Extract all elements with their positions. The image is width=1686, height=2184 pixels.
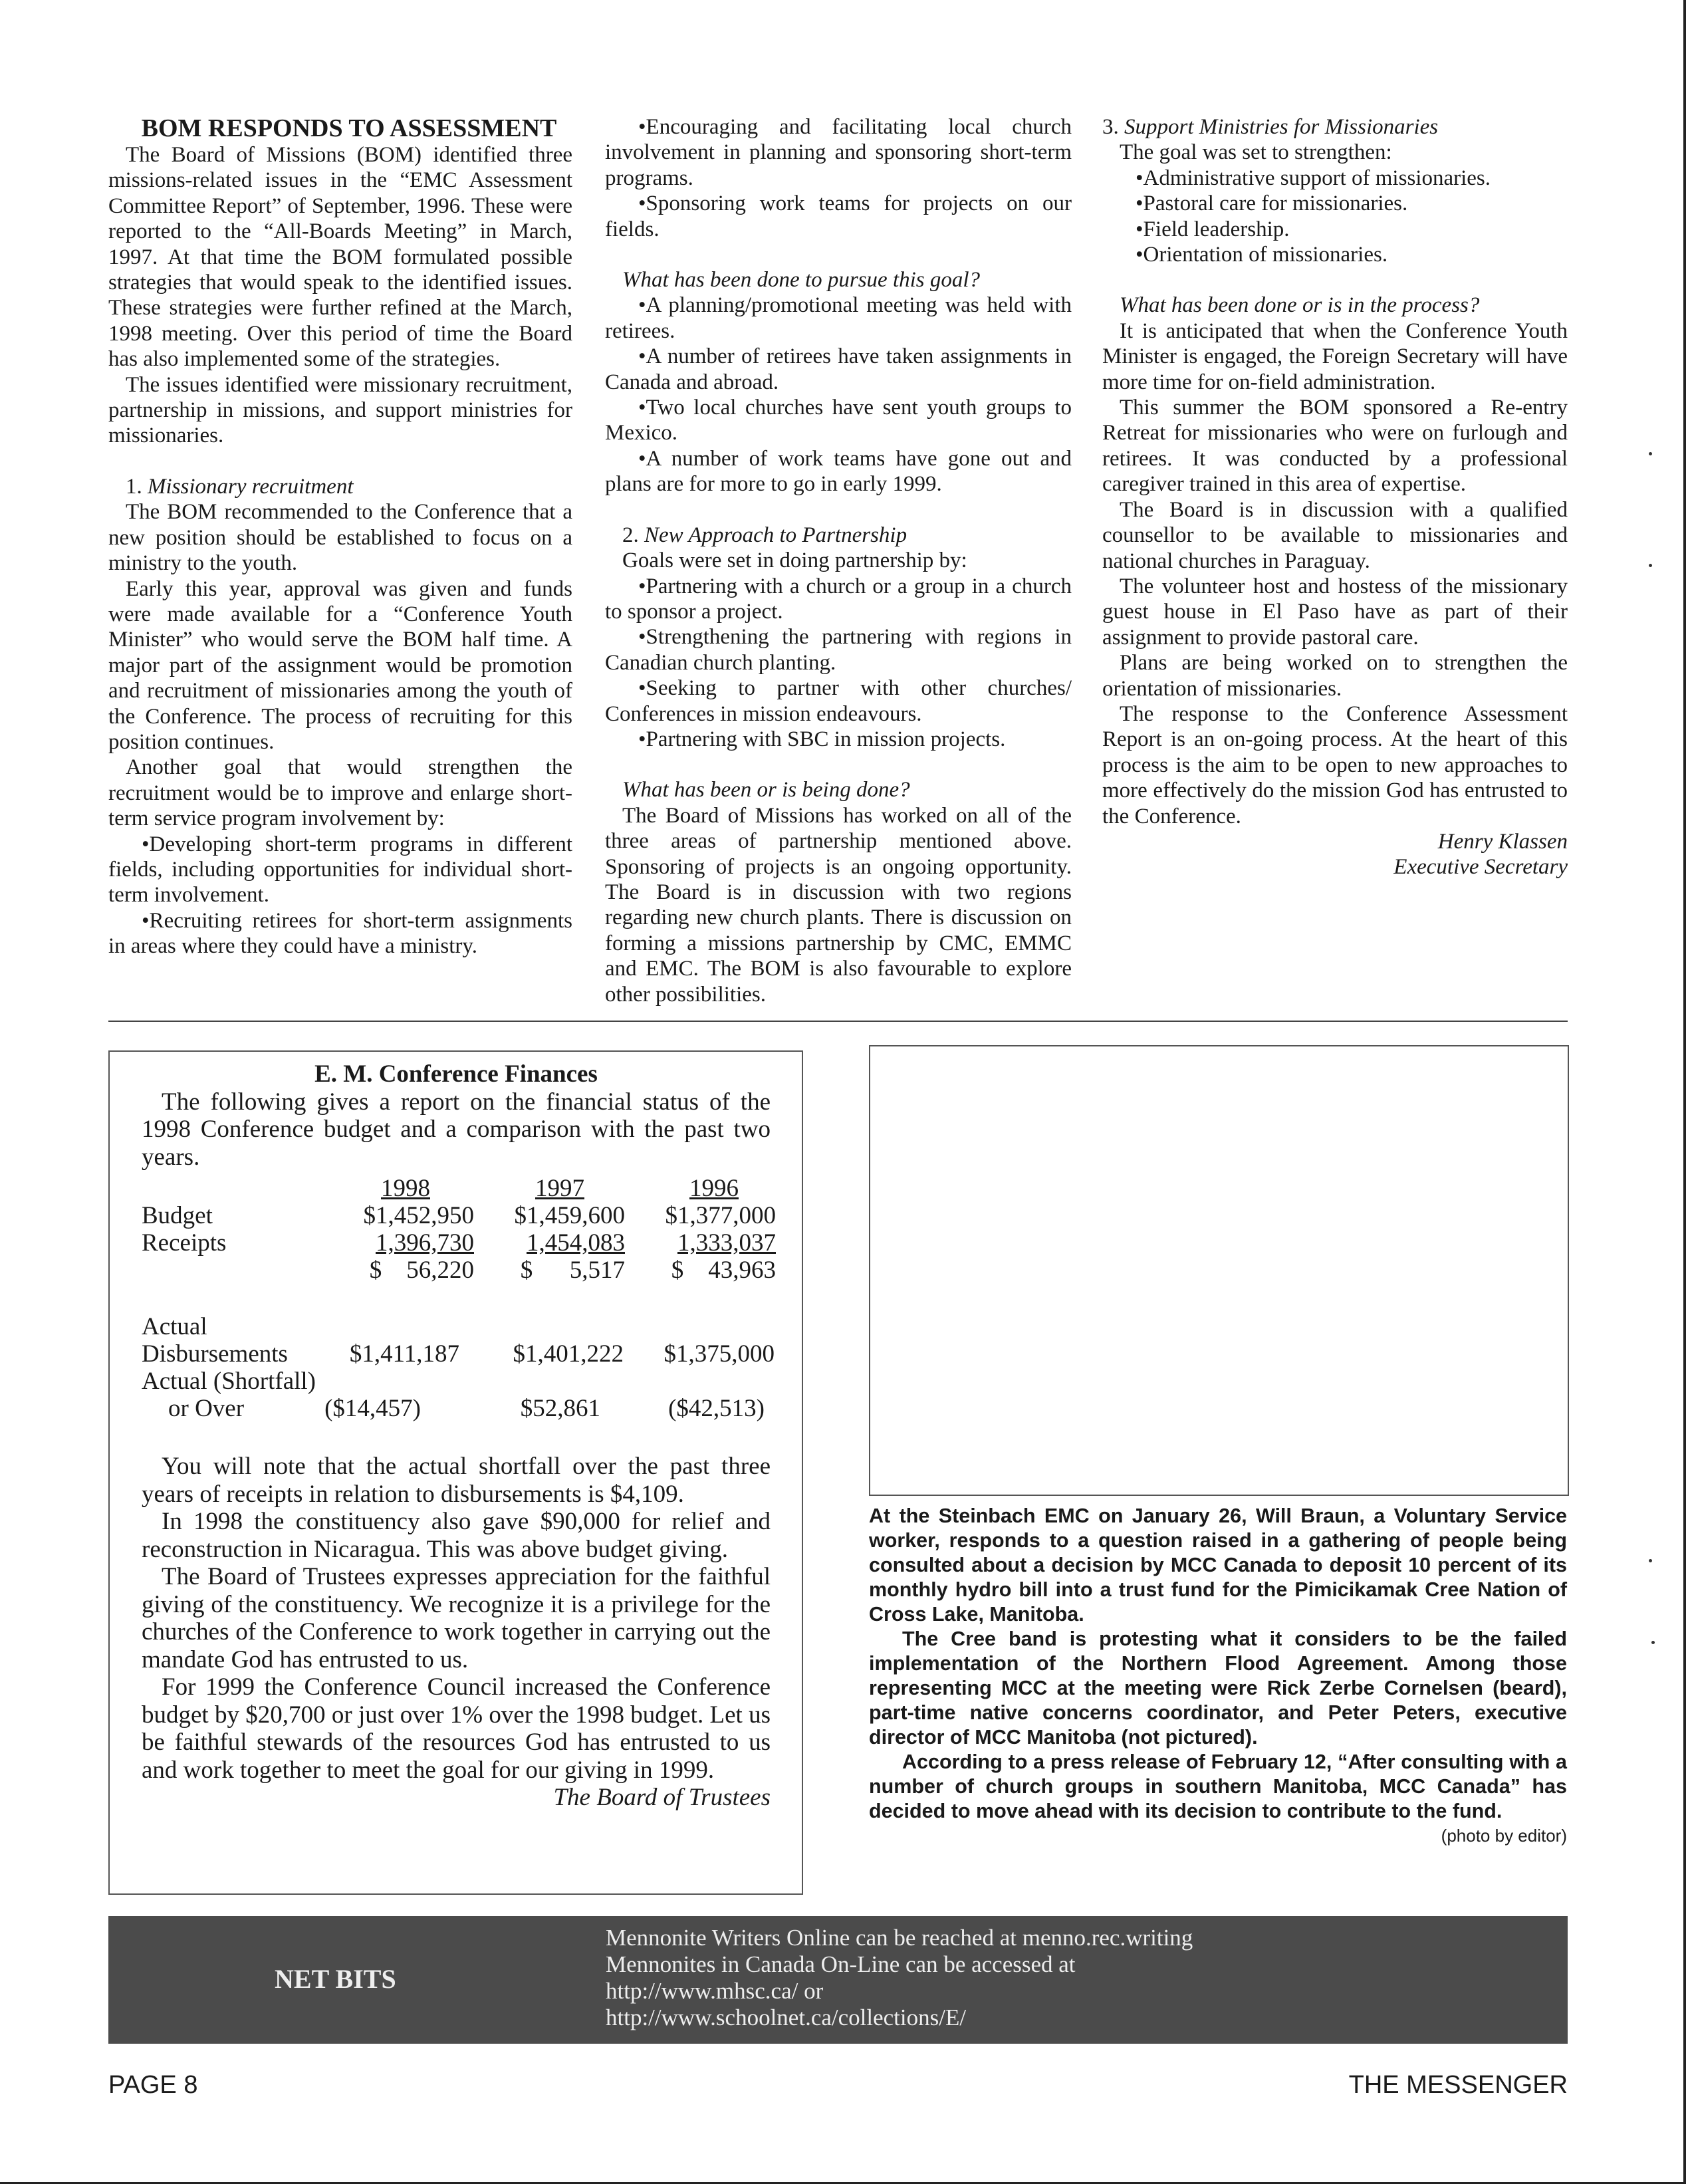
- cell: 1,333,037: [677, 1229, 776, 1257]
- article-column-1: [108, 114, 572, 959]
- bullet-item: •Developing short-term programs in different fields, including opportunities for individual short-term involvement.: [108, 832, 572, 908]
- scan-speck: [1649, 452, 1652, 455]
- article-paragraph: This summer the BOM sponsored a Re-entry Retreat for missionaries who were on furlough and retirees. It was conducted by a professional caregiver trained in this area of expertise.: [1102, 396, 1568, 497]
- cell: ($42,513): [668, 1395, 765, 1422]
- cell: $1,377,000: [665, 1202, 776, 1229]
- article-paragraph: Goals were set in doing partnership by:: [622, 548, 967, 573]
- photo-placeholder: [869, 1045, 1569, 1496]
- bullet-item: •Strengthening the partnering with regions in Canadian church planting.: [605, 625, 1072, 675]
- net-bits-banner: [108, 1916, 1568, 2044]
- finances-intro: The following gives a report on the financial status of the 1998 Conference budget and a comparison with the past two years.: [142, 1088, 771, 1171]
- bullet-item: •A planning/promotional meeting was held with retirees.: [605, 293, 1072, 343]
- scan-speck: [1649, 564, 1652, 567]
- section-title: Missionary recruitment: [148, 474, 354, 499]
- caption-paragraph: At the Steinbach EMC on January 26, Will Braun, a Voluntary Service worker, responds to a question raised in a gathering of people being consulted about a decision by MCC Canada to deposit 10 percent of its monthly hydro bill into a trust fund for the Pimicikamak Cree Nation of Cross Lake, Manitoba.: [869, 1505, 1567, 1626]
- bullet-item: •Partnering with a church or a group in a church to sponsor a project.: [605, 574, 1072, 624]
- scan-speck: [1649, 1559, 1652, 1562]
- section-number: 2.: [622, 523, 644, 547]
- article-paragraph: The Board is in discussion with a qualified counsellor to be available to missionaries and national churches in Paraguay.: [1102, 497, 1568, 573]
- question-heading: What has been done or is in the process?: [1120, 293, 1480, 318]
- article-paragraph: Early this year, approval was given and funds were made available for a “Conference Youth Minister” who would serve the BOM half time. A major part of the assignment would be promotion and recruitment of missionaries among the youth of the Conference. The process of recruiting for this position continues.: [108, 576, 572, 754]
- net-bits-text: [606, 1925, 1470, 2031]
- bullet-item: •Partnering with SBC in mission projects.: [638, 727, 1006, 751]
- bullet-item: •A number of retirees have taken assignments in Canada and abroad.: [605, 344, 1072, 394]
- article-paragraph: It is anticipated that when the Conference Youth Minister is engaged, the Foreign Secretary will have more time for on-field administration.: [1102, 318, 1568, 394]
- article-paragraph: The issues identified were missionary recruitment, partnership in missions, and support ministries for missionaries.: [108, 372, 572, 448]
- net-bits-link: http://www.schoolnet.ca/collections/E/: [606, 2004, 967, 2030]
- signature-name: Henry Klassen: [1437, 829, 1568, 854]
- photo-credit: (photo by editor): [1441, 1826, 1567, 1846]
- caption-paragraph: The Cree band is protesting what it considers to be the failed implementation of the Northern Flood Agreement. Among those representing MCC at the meeting were Rick Zerbe Cornelsen (beard), part-time native concerns coordinator, and Peter Peters, executive director of MCC Manitoba (not pictured).: [869, 1628, 1567, 1749]
- cell: $1,401,222: [513, 1340, 624, 1368]
- article-paragraph: The volunteer host and hostess of the missionary guest house in El Paso have as part of their assignment to provide pastoral care.: [1102, 574, 1568, 650]
- finances-paragraph: In 1998 the constituency also gave $90,000 for relief and reconstruction in Nicaragua. This was above budget giving.: [142, 1508, 771, 1563]
- section-divider: [108, 1021, 1568, 1022]
- finances-table: [142, 1175, 776, 1422]
- article-paragraph: The Board of Missions (BOM) identified three missions-related issues in the “EMC Assessment Committee Report” of September, 1996. These were reported to the “All-Boards Meeting” in March, 1997. At that time the BOM formulated possible strategies that would speak to the identified issues. These strategies were further refined at the March, 1998 meeting. Over this period of time the Board has also implemented some of the strategies.: [108, 143, 572, 372]
- section-number: 3.: [1102, 115, 1124, 139]
- cell: $ 56,220: [369, 1257, 474, 1284]
- row-label-shortfall: Actual (Shortfall): [142, 1368, 316, 1395]
- finances-signature: The Board of Trustees: [553, 1784, 771, 1811]
- article-paragraph: The goal was set to strengthen:: [1120, 140, 1392, 165]
- caption-text: According to a press release of February 12, “After consulting with a number of church groups in southern Manitoba, MCC Canada” has decided to move ahead with its decision to contribute to the fund.: [869, 1751, 1567, 1822]
- magazine-name: THE MESSENGER: [1348, 2071, 1568, 2099]
- cell: 1,454,083: [527, 1229, 625, 1257]
- section-2-heading: [605, 523, 1072, 548]
- row-label-over: or Over: [168, 1395, 245, 1422]
- question-heading: What has been done to pursue this goal?: [622, 268, 981, 293]
- year-header: 1996: [689, 1175, 739, 1202]
- section-number: 1.: [126, 474, 148, 499]
- cell: $1,452,950: [363, 1202, 474, 1229]
- cell: $1,375,000: [663, 1340, 775, 1368]
- bullet-item: •Administrative support of missionaries.: [1136, 166, 1491, 190]
- cell: $1,411,187: [349, 1340, 459, 1368]
- finances-title: E. M. Conference Finances: [314, 1060, 598, 1088]
- finances-paragraph: You will note that the actual shortfall over the past three years of receipts in relation to disbursements is $4,109.: [142, 1453, 771, 1508]
- article-paragraph: The BOM recommended to the Conference that a new position should be established to focus on a ministry to the youth.: [108, 500, 572, 576]
- bullet-item: •Sponsoring work teams for projects on our fields.: [605, 191, 1072, 241]
- cell: 1,396,730: [376, 1229, 474, 1257]
- question-heading: What has been or is being done?: [622, 778, 910, 802]
- section-title: Support Ministries for Missionaries: [1124, 115, 1439, 139]
- photo-caption: [869, 1504, 1567, 1848]
- bullet-item: •Pastoral care for missionaries.: [1136, 191, 1408, 216]
- cell: $ 5,517: [520, 1257, 625, 1284]
- row-label-budget: Budget: [142, 1202, 213, 1229]
- year-header: 1998: [381, 1175, 430, 1202]
- bullet-item: •Field leadership.: [1136, 217, 1290, 241]
- article-column-2: [605, 114, 1072, 1007]
- article-headline: BOM RESPONDS TO ASSESSMENT: [141, 114, 557, 142]
- section-1-heading: [108, 474, 572, 499]
- row-label-receipts: Receipts: [142, 1229, 227, 1257]
- year-header: 1997: [535, 1175, 584, 1202]
- bullet-item: •Encouraging and facilitating local church involvement in planning and sponsoring short-term programs.: [605, 115, 1072, 190]
- net-bits-line: Mennonites in Canada On-Line can be accessed at: [606, 1951, 1076, 1977]
- cell: $1,459,600: [514, 1202, 625, 1229]
- finances-paragraph: For 1999 the Conference Council increased the Conference budget by $20,700 or just over 1% over the 1998 budget. Let us be faithful stewards of the resources God has entrusted to us and work together to meet the goal for our giving in 1999.: [142, 1673, 771, 1784]
- bullet-item: •A number of work teams have gone out and plans are for more to go in early 1999.: [605, 446, 1072, 497]
- scan-speck: [1651, 1641, 1655, 1644]
- cell: ($14,457): [324, 1395, 421, 1422]
- section-title: New Approach to Partnership: [644, 523, 907, 547]
- finances-box: [108, 1050, 803, 1895]
- row-label-actual: Actual: [142, 1313, 207, 1340]
- bullet-item: •Two local churches have sent youth groups to Mexico.: [605, 396, 1072, 445]
- signature-title: Executive Secretary: [1393, 855, 1568, 880]
- bullet-item: •Orientation of missionaries.: [1136, 243, 1388, 267]
- row-label-disbursements: Disbursements: [142, 1340, 288, 1368]
- article-paragraph: The Board of Missions has worked on all of the three areas of partnership mentioned above. Sponsoring of projects is an ongoing opportunity. The Board is in discussion with two regions regarding new church plants. There is discussion on forming a missions partnership by CMC, EMMC and EMC. The BOM is also favourable to explore other possibilities.: [605, 803, 1072, 1007]
- finances-paragraph: The Board of Trustees expresses appreciation for the faithful giving of the constituency. We recognize it is a privilege for the churches of the Conference to work together in carrying out the mandate God has entrusted to us.: [142, 1563, 771, 1673]
- cell: $52,861: [520, 1395, 600, 1422]
- net-bits-line: Mennonite Writers Online can be reached at menno.rec.writing: [606, 1925, 1193, 1951]
- article-paragraph: Plans are being worked on to strengthen the orientation of missionaries.: [1102, 651, 1568, 701]
- article-column-3: [1102, 114, 1568, 880]
- bullet-item: •Seeking to partner with other churches/ Conferences in mission endeavours.: [605, 676, 1072, 726]
- section-3-heading: [1102, 114, 1568, 140]
- bullet-item: •Recruiting retirees for short-term assignments in areas where they could have a ministry.: [108, 908, 572, 959]
- net-bits-title: NET BITS: [275, 1964, 396, 1994]
- page-number: PAGE 8: [108, 2071, 198, 2099]
- cell: $ 43,963: [671, 1257, 776, 1284]
- article-paragraph: The response to the Conference Assessment Report is an on-going process. At the heart of this process is the aim to be open to new approaches to more effectively do the mission God has entrusted to the Conference.: [1102, 701, 1568, 828]
- article-paragraph: Another goal that would strengthen the recruitment would be to improve and enlarge short-term service program involvement by:: [108, 755, 572, 831]
- net-bits-link: http://www.mhsc.ca/ or: [606, 1978, 824, 2004]
- caption-paragraph: [869, 1750, 1567, 1846]
